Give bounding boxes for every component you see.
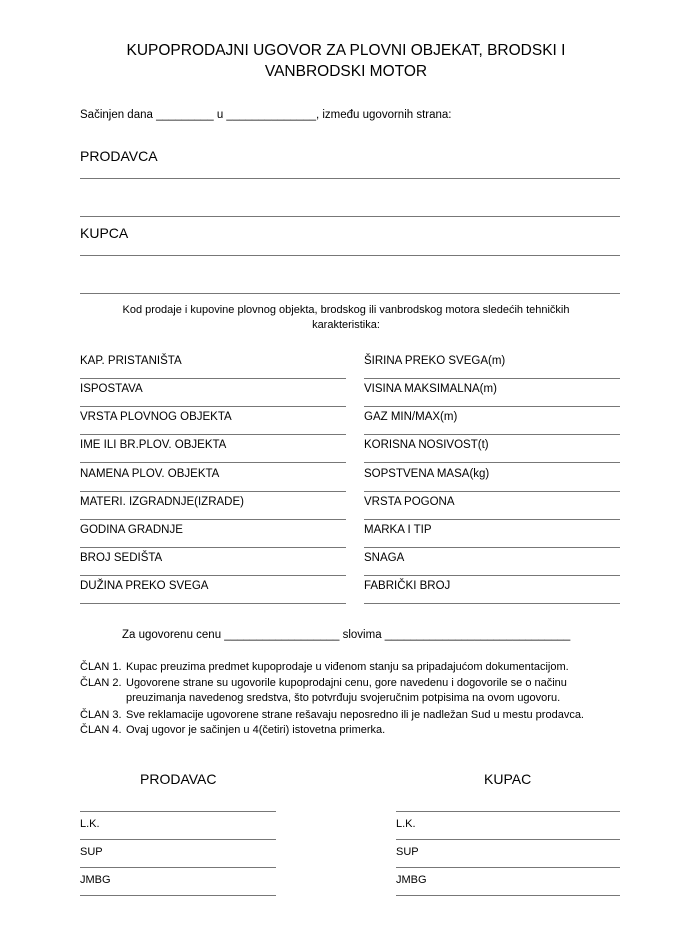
spec-seat-count: BROJ SEDIŠTA <box>80 552 163 564</box>
buyer-jmbg-label: JMBG <box>396 874 427 886</box>
clause-text: Ovaj ugovor je sačinjen u 4(četiri) istovetna primerka. <box>126 724 386 736</box>
spec-serial-number: FABRIČKI BROJ <box>364 580 451 592</box>
seller-id-card-label: L.K. <box>80 818 100 830</box>
seller-jmbg-line <box>80 895 276 896</box>
seller-jmbg-label: JMBG <box>80 874 111 886</box>
spec-line <box>80 575 346 576</box>
buyer-fill-line-1 <box>80 255 620 256</box>
spec-draft: GAZ MIN/MAX(m) <box>364 411 458 423</box>
intro-line-2: karakteristika: <box>312 319 380 331</box>
spec-line <box>80 434 346 435</box>
seller-fill-line-2 <box>80 216 620 217</box>
spec-line <box>80 603 346 604</box>
seller-sup-label: SUP <box>80 846 103 858</box>
buyer-fill-line-2 <box>80 293 620 294</box>
spec-line <box>364 491 620 492</box>
buyer-sup-line <box>396 867 620 868</box>
clause-2 <box>80 676 640 706</box>
spec-vessel-type: VRSTA PLOVNOG OBJEKTA <box>80 411 232 423</box>
spec-payload: KORISNA NOSIVOST(t) <box>364 439 489 451</box>
buyer-jmbg-line <box>396 895 620 896</box>
buyer-party-label: KUPCA <box>80 225 129 241</box>
specs-intro <box>100 303 592 333</box>
spec-line <box>364 547 620 548</box>
buyer-signature-line <box>396 811 620 812</box>
seller-fill-line-1 <box>80 178 620 179</box>
price-line: Za ugovorenu cenu __________________ slovima _____________________________ <box>122 629 571 641</box>
spec-build-material: MATERI. IZGRADNJE(IZRADE) <box>80 496 244 508</box>
title-line-1: KUPOPRODAJNI UGOVOR ZA PLOVNI OBJEKAT, BRODSKI I <box>126 42 566 59</box>
spec-make-model: MARKA I TIP <box>364 524 432 536</box>
spec-line <box>364 603 620 604</box>
clause-number: ČLAN 4. <box>80 724 122 736</box>
seller-party-label: PRODAVCA <box>80 148 158 164</box>
clause-1 <box>80 660 640 675</box>
seller-sup-line <box>80 867 276 868</box>
clause-number: ČLAN 1. <box>80 661 122 673</box>
clause-number: ČLAN 2. <box>80 677 122 689</box>
spec-max-height: VISINA MAKSIMALNA(m) <box>364 383 497 395</box>
seller-id-card-line <box>80 839 276 840</box>
spec-line <box>364 519 620 520</box>
spec-line <box>80 462 346 463</box>
spec-power: SNAGA <box>364 552 405 564</box>
title-line-2: VANBRODSKI MOTOR <box>264 63 428 80</box>
spec-overall-length: DUŽINA PREKO SVEGA <box>80 580 209 592</box>
clause-text: Kupac preuzima predmet kupoprodaje u viđenom stanju sa pripadajućom dokumentacijom. <box>126 661 569 673</box>
spec-home-port: KAP. PRISTANIŠTA <box>80 355 182 367</box>
spec-build-year: GODINA GRADNJE <box>80 524 183 536</box>
spec-line <box>364 575 620 576</box>
spec-line <box>80 491 346 492</box>
seller-signature-line <box>80 811 276 812</box>
spec-line <box>364 378 620 379</box>
spec-line <box>364 462 620 463</box>
spec-vessel-name: IME ILI BR.PLOV. OBJEKTA <box>80 439 227 451</box>
buyer-id-card-label: L.K. <box>396 818 416 830</box>
clause-text: Sve reklamacije ugovorene strane rešavaju neposredno ili je nadležan Sud u mestu prodavca. <box>126 709 584 721</box>
spec-line <box>80 547 346 548</box>
clause-number: ČLAN 3. <box>80 709 122 721</box>
spec-line <box>80 378 346 379</box>
clause-continuation: preuzimanja navedenog sredstva, što potvrđuju svojeručnim potpisima na ovom ugovoru. <box>126 692 561 704</box>
date-place-line: Sačinjen dana _________ u ______________, između ugovornih strana: <box>80 109 452 121</box>
buyer-id-card-line <box>396 839 620 840</box>
spec-own-mass: SOPSTVENA MASA(kg) <box>364 468 490 480</box>
spec-line <box>80 406 346 407</box>
spec-vessel-purpose: NAMENA PLOV. OBJEKTA <box>80 468 220 480</box>
spec-line <box>364 434 620 435</box>
spec-line <box>364 406 620 407</box>
intro-line-1: Kod prodaje i kupovine plovnog objekta, brodskog ili vanbrodskog motora sledećih tehničkih <box>122 304 570 316</box>
spec-line <box>80 519 346 520</box>
document-title <box>60 40 632 82</box>
buyer-sup-label: SUP <box>396 846 419 858</box>
clause-3 <box>80 708 640 723</box>
seller-signature-heading: PRODAVAC <box>140 771 217 787</box>
clause-text: Ugovorene strane su ugovorile kupoprodajni cenu, gore navedenu i dogovorile se o načinu <box>126 677 567 689</box>
spec-propulsion-type: VRSTA POGONA <box>364 496 455 508</box>
buyer-signature-heading: KUPAC <box>484 771 532 787</box>
clause-4 <box>80 723 640 738</box>
spec-branch-office: ISPOSTAVA <box>80 383 143 395</box>
spec-overall-width: ŠIRINA PREKO SVEGA(m) <box>364 355 506 367</box>
